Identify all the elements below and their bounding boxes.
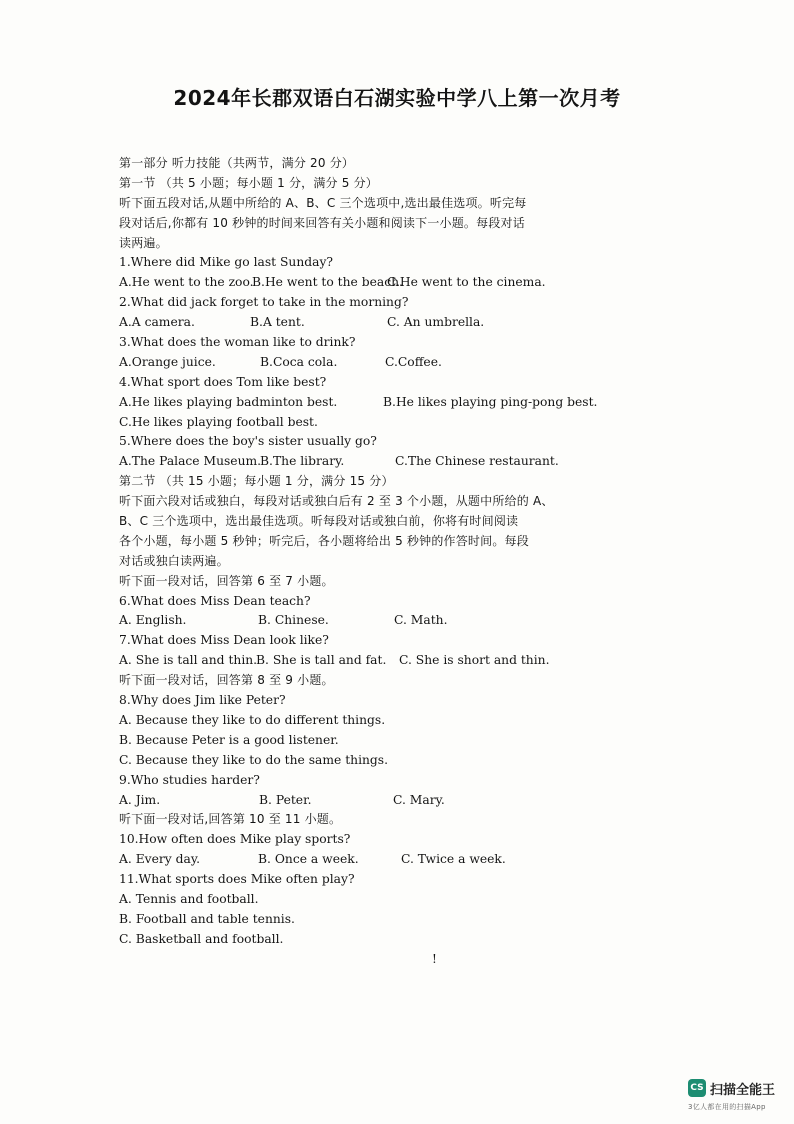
section2-instruction-1: 听下面六段对话或独白，每段对话或独白后有 2 至 3 个小题，从题中所给的 A、 (119, 494, 554, 509)
section1-instruction-1: 听下面五段对话,从题中所给的 A、B、C 三个选项中,选出最佳选项。听完每 (119, 195, 527, 210)
question-4-options (119, 393, 598, 413)
option-c: C. An umbrella. (387, 315, 485, 330)
option-a: A.Orange juice. (119, 354, 216, 369)
option-c: C.The Chinese restaurant. (395, 454, 559, 469)
section2-instruction-4: 对话或独白读两遍。 (119, 553, 229, 568)
option-a: A. Jim. (119, 792, 161, 807)
question-2: 2.What did jack forget to take in the morning? (119, 295, 409, 310)
question-7: 7.What does Miss Dean look like? (119, 633, 329, 648)
option-b: B.Coca cola. (260, 354, 338, 369)
section2-instruction-2: B、C 三个选项中，选出最佳选项。听每段对话或独白前，你将有时间阅读 (119, 514, 519, 529)
option-c: C.Coffee. (385, 354, 442, 369)
question-7-options (119, 651, 589, 671)
option-c: C. Twice a week. (401, 852, 506, 867)
question-2-options (119, 313, 589, 333)
question-3-options (119, 353, 589, 373)
question-9-options (119, 791, 589, 811)
scanner-name: 扫描全能王 (710, 1083, 776, 1098)
question-11: 11.What sports does Mike often play? (119, 872, 355, 887)
question-8-option-b: B. Because Peter is a good listener. (119, 732, 339, 747)
option-b: B.A tent. (250, 315, 305, 330)
question-5-options (119, 452, 589, 472)
option-a: A. English. (119, 613, 187, 628)
question-1-options (119, 273, 589, 293)
option-a: A.He likes playing badminton best. (119, 394, 338, 409)
question-8: 8.Why does Jim like Peter? (119, 693, 286, 708)
question-11-option-c: C. Basketball and football. (119, 931, 284, 946)
question-4-options-2 (119, 413, 589, 433)
option-c: C.He went to the cinema. (387, 275, 546, 290)
option-a: A. She is tall and thin. (119, 653, 258, 668)
question-11-option-a: A. Tennis and football. (119, 891, 259, 906)
option-a: A. Every day. (119, 852, 201, 867)
option-a: A.A camera. (119, 315, 195, 330)
option-b: B. Once a week. (258, 852, 359, 867)
section1-instruction-3: 读两遍。 (119, 235, 168, 250)
question-6: 6.What does Miss Dean teach? (119, 593, 311, 608)
question-9: 9.Who studies harder? (119, 772, 260, 787)
scanner-tagline: 3亿人都在用的扫描App (688, 1103, 766, 1111)
question-6-options (119, 611, 589, 631)
option-b: B.He went to the beach. (252, 275, 403, 290)
option-b: B.He likes playing ping-pong best. (383, 394, 598, 409)
option-c: C. Mary. (393, 792, 445, 807)
scanner-watermark (688, 1077, 788, 1117)
option-b: B. Chinese. (258, 613, 329, 628)
question-8-option-a: A. Because they like to do different things. (119, 712, 386, 727)
option-a: A.He went to the zoo. (119, 275, 254, 290)
question-1: 1.Where did Mike go last Sunday? (119, 255, 333, 270)
page-title: 2024年长郡双语白石湖实验中学八上第一次月考 (173, 86, 621, 110)
question-10: 10.How often does Mike play sports? (119, 832, 351, 847)
dialog-intro-10-11: 听下面一段对话,回答第 10 至 11 小题。 (119, 812, 342, 827)
dialog-intro-8-9: 听下面一段对话，回答第 8 至 9 小题。 (119, 673, 334, 688)
section2-heading: 第二节 （共 15 小题；每小题 1 分，满分 15 分） (119, 474, 394, 489)
section1-heading: 第一节 （共 5 小题；每小题 1 分，满分 5 分） (119, 175, 379, 190)
question-10-options (119, 850, 589, 870)
option-c: C. She is short and thin. (399, 653, 550, 668)
section1-instruction-2: 段对话后,你都有 10 秒钟的时间来回答有关小题和阅读下一小题。每段对话 (119, 215, 525, 230)
option-a: A.The Palace Museum. (119, 454, 262, 469)
question-8-option-c: C. Because they like to do the same things. (119, 752, 389, 767)
question-4: 4.What sport does Tom like best? (119, 374, 327, 389)
question-3: 3.What does the woman like to drink? (119, 335, 356, 350)
question-5: 5.Where does the boy's sister usually go? (119, 434, 377, 449)
exam-body (119, 154, 598, 950)
section2-instruction-3: 各个小题，每小题 5 秒钟；听完后，各小题将给出 5 秒钟的作答时间。每段 (119, 533, 529, 548)
page-mark: ! (432, 952, 437, 966)
question-11-option-b: B. Football and table tennis. (119, 911, 295, 926)
option-c: C. Math. (394, 613, 448, 628)
option-b: B. She is tall and fat. (256, 653, 387, 668)
dialog-intro-6-7: 听下面一段对话，回答第 6 至 7 小题。 (119, 573, 334, 588)
part-heading: 第一部分 听力技能（共两节，满分 20 分） (119, 156, 355, 170)
camscanner-logo-icon: CS (688, 1079, 706, 1097)
option-b: B. Peter. (259, 792, 312, 807)
option-c: C.He likes playing football best. (119, 414, 318, 429)
option-b: B.The library. (260, 454, 345, 469)
